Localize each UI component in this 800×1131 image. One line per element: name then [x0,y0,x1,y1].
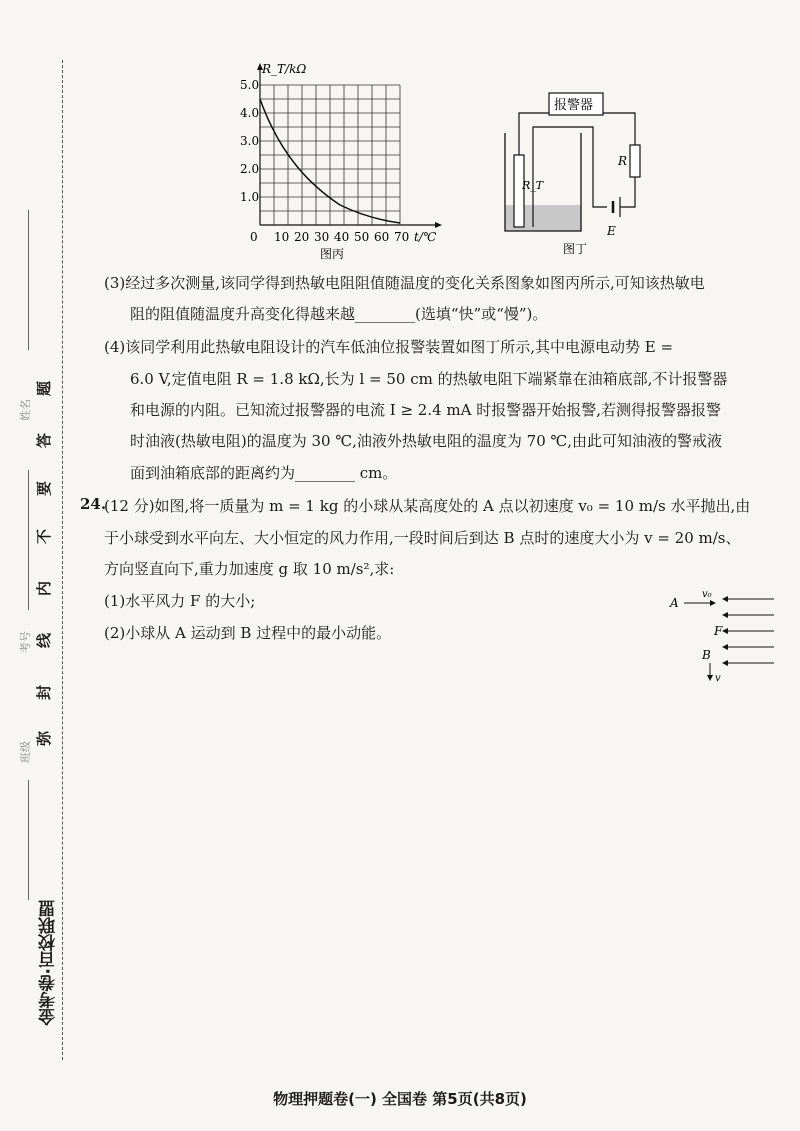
seal-char: 线 [35,632,54,649]
x-tick: 0 [250,230,258,244]
x-tick: 30 [314,230,330,244]
y-axis-label: R_T/kΩ [262,62,307,76]
v-label: v [715,673,721,684]
field-label-examno: 考号 [19,631,32,653]
v0-arrowhead [710,600,716,606]
resistor-label: R [618,154,628,168]
q4-line: 时油液(热敏电阻)的温度为 30 ℃,油液外热敏电阻的温度为 70 ℃,由此可知油液的警戒液 [130,432,723,450]
x-tick: 10 [274,230,290,244]
name-field-line [28,210,29,350]
x-tick: 60 [374,230,390,244]
x-tick: 50 [354,230,370,244]
wind-arrows [728,599,774,663]
q4-line: 6.0 V,定值电阻 R = 1.8 kΩ,长为 l = 50 cm 的热敏电阻下端紧靠在油箱底部,不计报警器 [130,370,728,388]
source-label: E [607,224,616,238]
q24-line: (12 分)如图,将一质量为 m = 1 kg 的小球从某高度处的 A 点以初速度 v₀ = 10 m/s 水平抛出,由 [104,497,751,515]
v0-label: v₀ [702,589,712,600]
x-tick: 40 [334,230,350,244]
field-label-name: 姓名 [19,399,32,421]
graph-grid [260,85,400,225]
q3-line: 阻的阻值随温度升高变化得越来越________(选填“快”或“慢”)。 [130,305,548,323]
q4-line: 面到油箱底部的距离约为________ cm。 [130,464,398,482]
q24-sub: (2)小球从 A 运动到 B 过程中的最小动能。 [104,624,392,642]
seal-char: 弥 [35,730,54,747]
binding-dashed-line [62,60,63,1060]
x-tick: 20 [294,230,310,244]
q4-line: 和电源的内阻。已知流过报警器的电流 I ≥ 2.4 mA 时报警器开始报警,若测得报警器报警 [130,401,722,419]
page-footer: 物理押题卷(一) 全国卷 第5页(共8页) [273,1090,527,1108]
examno-field-line [28,470,29,610]
thermistor-label: R_T [522,179,544,192]
seal-char: 封 [35,684,54,701]
class-field-line [28,780,29,900]
alarm-label: 报警器 [554,98,594,113]
y-tick: 2.0 [240,162,260,176]
side-brand: 金考卷·百校联盟 [39,900,59,1026]
figure-ding-circuit [495,85,665,260]
point-a-label: A [670,596,679,610]
q4-line: (4)该同学利用此热敏电阻设计的汽车低油位报警装置如图丁所示,其中电源电动势 E = [104,338,674,356]
x-axis-label: t/℃ [414,230,437,244]
wind-arrowheads [722,596,728,666]
resistor [630,145,640,177]
q3-line: (3)经过多次测量,该同学得到热敏电阻阻值随温度的变化关系图象如图丙所示,可知该热敏电 [104,274,705,292]
q24-sub: (1)水平风力 F 的大小; [104,592,256,610]
seal-char: 答 [35,432,54,449]
y-tick: 1.0 [240,190,260,204]
q24-number: 24. [80,495,107,513]
field-label-class: 班级 [19,741,32,763]
q24-line: 方向竖直向下,重力加速度 g 取 10 m/s²,求: [104,560,395,578]
figure-caption: 图丙 [320,247,345,261]
figure-bing-graph [240,55,450,265]
wire [603,113,635,145]
force-f-label: F [714,624,723,638]
x-axis-arrow [435,222,442,228]
seal-char: 内 [35,580,54,597]
x-tick: 70 [394,230,410,244]
seal-char: 题 [35,380,54,397]
figure-caption: 图丁 [563,242,588,256]
wire [620,177,635,207]
point-b-label: B [702,648,711,662]
q24-figure [664,585,779,685]
seal-char: 不 [35,528,54,545]
q24-line: 于小球受到水平向左、大小恒定的风力作用,一段时间后到达 B 点时的速度大小为 v = 20 m/s、 [104,529,741,547]
seal-char: 要 [35,480,54,497]
wire [519,113,549,155]
y-tick: 3.0 [240,134,260,148]
y-tick: 5.0 [240,78,260,92]
y-tick: 4.0 [240,106,260,120]
v-arrowhead [707,675,713,681]
